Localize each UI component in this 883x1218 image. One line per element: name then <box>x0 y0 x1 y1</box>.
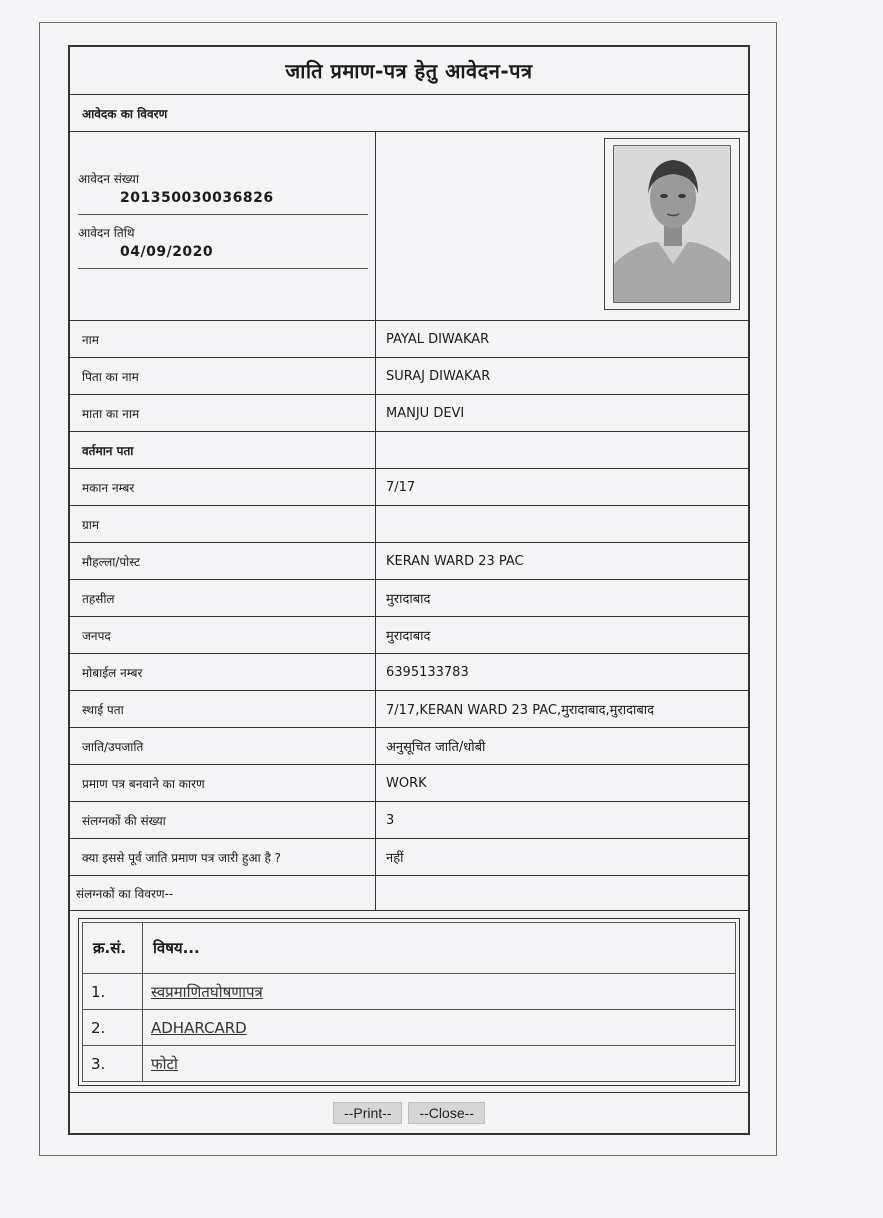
attachment-serial: 1. <box>83 974 143 1010</box>
row-locality-post <box>70 543 748 580</box>
row-tehsil <box>70 580 748 617</box>
row-house-number <box>70 469 748 506</box>
attachment-link-photo[interactable]: फोटो <box>151 1054 178 1073</box>
value-father-name: SURAJ DIWAKAR <box>386 368 491 384</box>
row-caste <box>70 728 748 765</box>
value-previous-certificate: नहीं <box>386 851 404 866</box>
label-current-address: वर्तमान पता <box>70 432 376 468</box>
label-mobile-number: मोबाईल नम्बर <box>70 654 376 690</box>
application-info-block <box>70 132 748 321</box>
value-village <box>376 506 748 542</box>
label-village: ग्राम <box>70 506 376 542</box>
row-name <box>70 321 748 358</box>
photo-frame <box>604 138 740 310</box>
attachment-serial: 2. <box>83 1010 143 1046</box>
row-attachment-count <box>70 802 748 839</box>
application-date-value: 04/09/2020 <box>120 244 214 260</box>
row-village <box>70 506 748 543</box>
row-mother-name <box>70 395 748 432</box>
value-tehsil: मुरादाबाद <box>386 592 431 607</box>
value-mother-name: MANJU DEVI <box>386 405 465 421</box>
label-name: नाम <box>70 321 376 357</box>
label-house-number: मकान नम्बर <box>70 469 376 505</box>
label-father-name: पिता का नाम <box>70 358 376 394</box>
row-current-address <box>70 432 748 469</box>
label-previous-certificate: क्या इससे पूर्व जाति प्रमाण पत्र जारी हुआ है ? <box>70 839 376 875</box>
action-buttons <box>70 1092 748 1133</box>
attachments-frame <box>78 918 740 1086</box>
row-mobile-number <box>70 654 748 691</box>
table-row <box>83 974 736 1010</box>
attachments-header-row <box>83 923 736 974</box>
table-row <box>83 1010 736 1046</box>
value-mobile-number: 6395133783 <box>386 664 469 680</box>
label-permanent-address: स्थाई पता <box>70 691 376 727</box>
header-serial: क्र.सं. <box>83 923 143 974</box>
attachment-cell <box>143 1046 736 1082</box>
section-applicant-details: आवेदक का विवरण <box>70 95 748 132</box>
label-tehsil: तहसील <box>70 580 376 616</box>
photo-area <box>376 132 748 320</box>
print-button[interactable]: --Print-- <box>333 1102 402 1124</box>
attachment-link-aadhar-card[interactable]: ADHARCARD <box>151 1018 247 1037</box>
label-certificate-reason: प्रमाण पत्र बनवाने का कारण <box>70 765 376 801</box>
table-row <box>83 1046 736 1082</box>
row-attachment-details <box>70 876 748 910</box>
value-district: मुरादाबाद <box>386 629 431 644</box>
row-father-name <box>70 358 748 395</box>
row-permanent-address <box>70 691 748 728</box>
attachment-serial: 3. <box>83 1046 143 1082</box>
row-previous-certificate <box>70 839 748 876</box>
value-name: PAYAL DIWAKAR <box>386 331 490 347</box>
application-date-field <box>78 224 368 269</box>
application-number-value: 201350030036826 <box>120 190 274 206</box>
application-number-label: आवेदन संख्या <box>78 172 139 186</box>
applicant-photo <box>613 145 731 303</box>
value-attachment-details <box>376 876 748 910</box>
label-mother-name: माता का नाम <box>70 395 376 431</box>
attachment-link-self-declaration[interactable]: स्वप्रमाणितघोषणापत्र <box>151 982 263 1001</box>
applicant-photo-image <box>614 146 731 303</box>
value-certificate-reason: WORK <box>386 775 427 791</box>
application-date-label: आवेदन तिथि <box>78 226 135 240</box>
details-rows <box>70 321 748 910</box>
value-locality-post: KERAN WARD 23 PAC <box>386 553 524 569</box>
value-caste: अनुसूचित जाति/धोबी <box>386 740 486 755</box>
row-certificate-reason <box>70 765 748 802</box>
label-caste: जाति/उपजाति <box>70 728 376 764</box>
application-number-field <box>78 170 368 215</box>
value-permanent-address: 7/17,KERAN WARD 23 PAC,मुरादाबाद,मुरादाबाद <box>386 703 655 718</box>
form-title: जाति प्रमाण-पत्र हेतु आवेदन-पत्र <box>70 47 748 95</box>
value-house-number: 7/17 <box>386 479 416 495</box>
close-button[interactable]: --Close-- <box>408 1102 484 1124</box>
value-attachment-count: 3 <box>386 812 395 828</box>
application-meta <box>70 132 376 320</box>
label-attachment-count: संलग्नकों की संख्या <box>70 802 376 838</box>
label-attachment-details: संलग्नकों का विवरण-- <box>70 876 376 910</box>
attachments-table <box>82 922 736 1082</box>
row-district <box>70 617 748 654</box>
attachment-cell <box>143 974 736 1010</box>
header-subject: विषय... <box>143 923 736 974</box>
value-current-address <box>376 432 748 468</box>
caste-certificate-application-form <box>68 45 750 1135</box>
label-district: जनपद <box>70 617 376 653</box>
label-locality-post: मौहल्ला/पोस्ट <box>70 543 376 579</box>
attachments-section <box>70 910 748 1092</box>
attachment-cell <box>143 1010 736 1046</box>
